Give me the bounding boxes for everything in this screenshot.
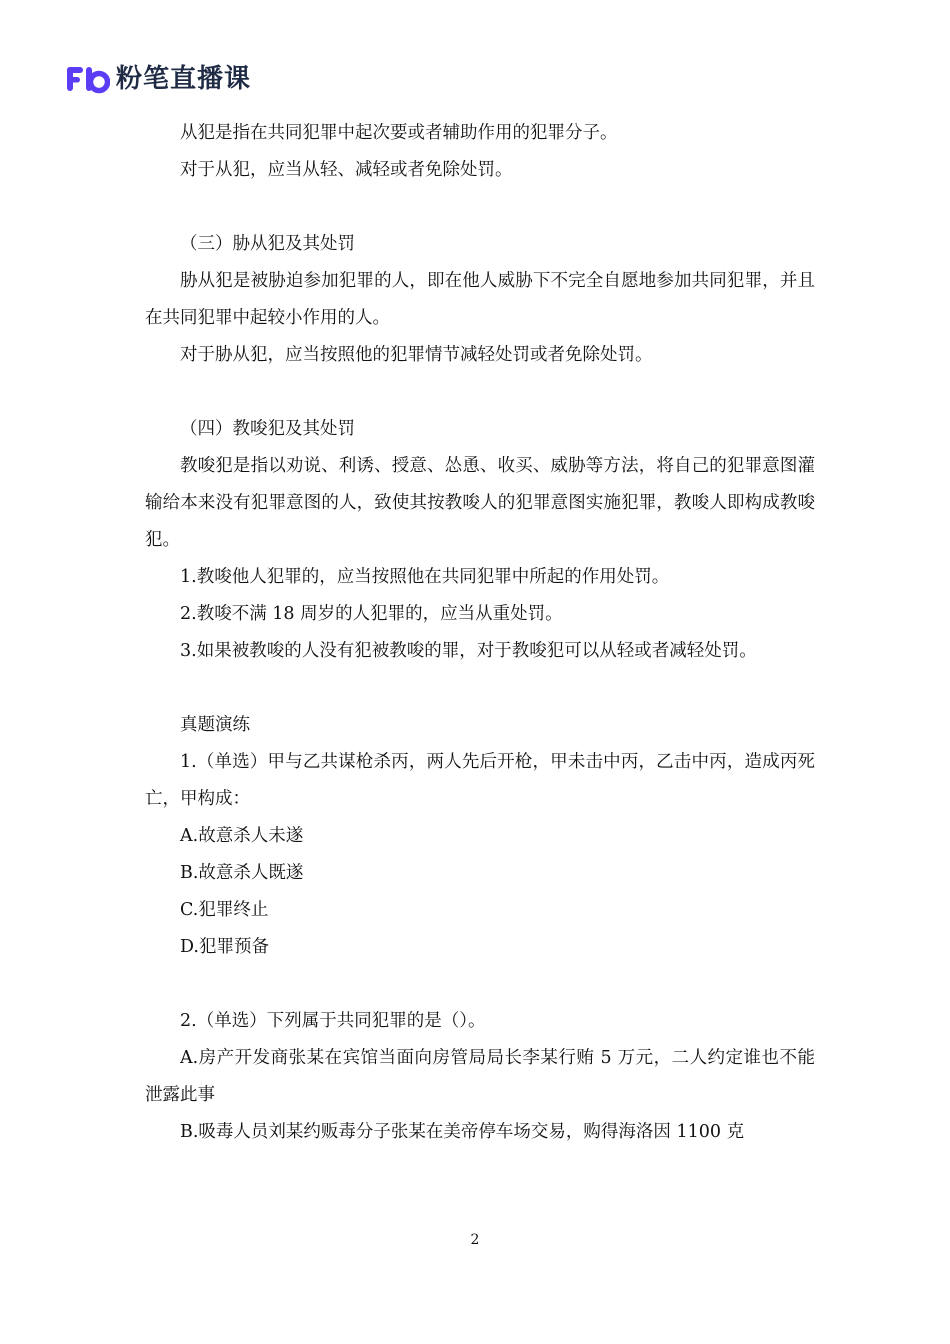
brand-logo (66, 62, 251, 96)
question-1-option-c: C.犯罪终止 (180, 900, 269, 920)
instigator-rule-2: 2.教唆不满 18 周岁的人犯罪的，应当从重处罚。 (180, 604, 563, 624)
paragraph-accessory-definition: 从犯是指在共同犯罪中起次要或者辅助作用的犯罪分子。 (180, 123, 618, 143)
fb-logo-icon (66, 64, 110, 94)
page-number: 2 (470, 1232, 480, 1248)
instigator-rule-1: 1.教唆他人犯罪的，应当按照他在共同犯罪中所起的作用处罚。 (180, 567, 670, 587)
paragraph-accessory-penalty: 对于从犯，应当从轻、减轻或者免除处罚。 (180, 160, 513, 180)
question-1-option-b: B.故意杀人既遂 (180, 863, 304, 883)
question-1-option-a: A.故意杀人未遂 (180, 826, 304, 846)
question-1-option-d: D.犯罪预备 (180, 937, 269, 957)
question-2-option-a: A.房产开发商张某在宾馆当面向房管局局长李某行贿 5 万元，二人约定谁也不能泄露此事 (145, 1048, 815, 1105)
question-1: 1.（单选）甲与乙共谋枪杀丙，两人先后开枪，甲未击中丙，乙击中丙，造成丙死亡，甲构成： (145, 752, 815, 809)
section-heading-coerced: （三）胁从犯及其处罚 (180, 234, 355, 254)
paragraph-coerced-penalty: 对于胁从犯，应当按照他的犯罪情节减轻处罚或者免除处罚。 (180, 345, 653, 365)
section-heading-instigator: （四）教唆犯及其处罚 (180, 419, 355, 439)
paragraph-instigator-definition: 教唆犯是指以劝说、利诱、授意、怂恿、收买、威胁等方法，将自己的犯罪意图灌输给本来没有犯罪意图的人，致使其按教唆人的犯罪意图实施犯罪，教唆人即构成教唆犯。 (145, 456, 815, 550)
practice-title: 真题演练 (180, 715, 250, 735)
question-2: 2.（单选）下列属于共同犯罪的是（）。 (180, 1011, 486, 1031)
question-2-option-b: B.吸毒人员刘某约贩毒分子张某在美帝停车场交易，购得海洛因 1100 克 (180, 1122, 745, 1142)
logo-text: 粉笔直播课 (116, 64, 252, 94)
instigator-rule-3: 3.如果被教唆的人没有犯被教唆的罪，对于教唆犯可以从轻或者减轻处罚。 (180, 641, 757, 661)
paragraph-coerced-definition: 胁从犯是被胁迫参加犯罪的人，即在他人威胁下不完全自愿地参加共同犯罪，并且在共同犯罪中起较小作用的人。 (145, 271, 815, 328)
document-body (145, 115, 815, 1151)
